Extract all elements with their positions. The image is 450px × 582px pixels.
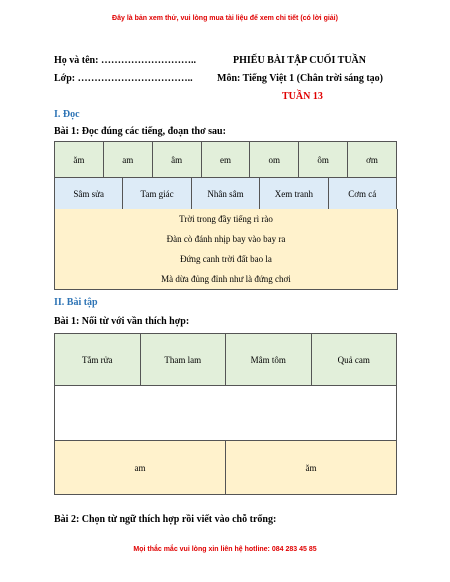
- poem-box: [54, 209, 398, 290]
- syllable-cell: om: [250, 142, 299, 178]
- subject-label: Môn: Tiếng Việt 1 (Chân trời sáng tạo): [217, 73, 384, 84]
- match-word-cell: Tắm rửa: [55, 334, 141, 386]
- fill-exercise-title: Bài 2: Chọn từ ngữ thích hợp rồi viết vào chỗ trống:: [54, 514, 277, 525]
- syllable-cell: ăm: [55, 142, 104, 178]
- poem-line: Đứng canh trời đất bao la: [180, 254, 272, 264]
- poem-line: Đàn cò đánh nhịp bay vào bay ra: [166, 234, 286, 244]
- word-cell: Nhân sâm: [191, 178, 259, 210]
- word-cell: Cơm cá: [328, 178, 396, 210]
- worksheet-title: PHIẾU BÀI TẬP CUỐI TUẦN: [233, 55, 366, 66]
- word-cell: Sâm sửa: [55, 178, 123, 210]
- poem-line: Trời trong đầy tiếng rì rào: [179, 214, 273, 224]
- syllable-cell: ơm: [348, 142, 397, 178]
- rhyme-cell: ăm: [226, 441, 397, 495]
- syllable-table: [54, 141, 397, 178]
- match-word-cell: Tham lam: [140, 334, 226, 386]
- class-field-label: Lớp: ……………………………..: [54, 73, 193, 84]
- syllable-cell: am: [103, 142, 152, 178]
- word-table: [54, 177, 397, 210]
- matching-table: [54, 333, 397, 386]
- rhyme-cell: am: [55, 441, 226, 495]
- word-cell: Tam giác: [123, 178, 191, 210]
- week-label: TUẦN 13: [282, 91, 323, 102]
- match-word-cell: Mâm tôm: [226, 334, 312, 386]
- name-field-label: Họ và tên: ………………………..: [54, 55, 196, 66]
- section-reading-heading: I. Đọc: [54, 109, 80, 120]
- rhyme-table: [54, 440, 397, 495]
- poem-line: Mà dừa đủng đỉnh như là đứng chơi: [161, 274, 291, 284]
- match-word-cell: Quả cam: [311, 334, 397, 386]
- word-cell: Xem tranh: [260, 178, 328, 210]
- syllable-cell: âm: [152, 142, 201, 178]
- syllable-cell: em: [201, 142, 250, 178]
- top-banner: Đây là bản xem thử, vui lòng mua tài liệu để xem chi tiết (có lời giải): [112, 15, 338, 22]
- bottom-banner: Mọi thắc mắc vui lòng xin liên hệ hotline: 084 283 45 85: [133, 546, 317, 553]
- matching-exercise-title: Bài 1: Nối từ với vần thích hợp:: [54, 316, 190, 327]
- matching-blank-area: [54, 385, 397, 440]
- section-exercise-heading: II. Bài tập: [54, 297, 98, 308]
- syllable-cell: ôm: [299, 142, 348, 178]
- reading-exercise-title: Bài 1: Đọc đúng các tiếng, đoạn thơ sau:: [54, 126, 226, 137]
